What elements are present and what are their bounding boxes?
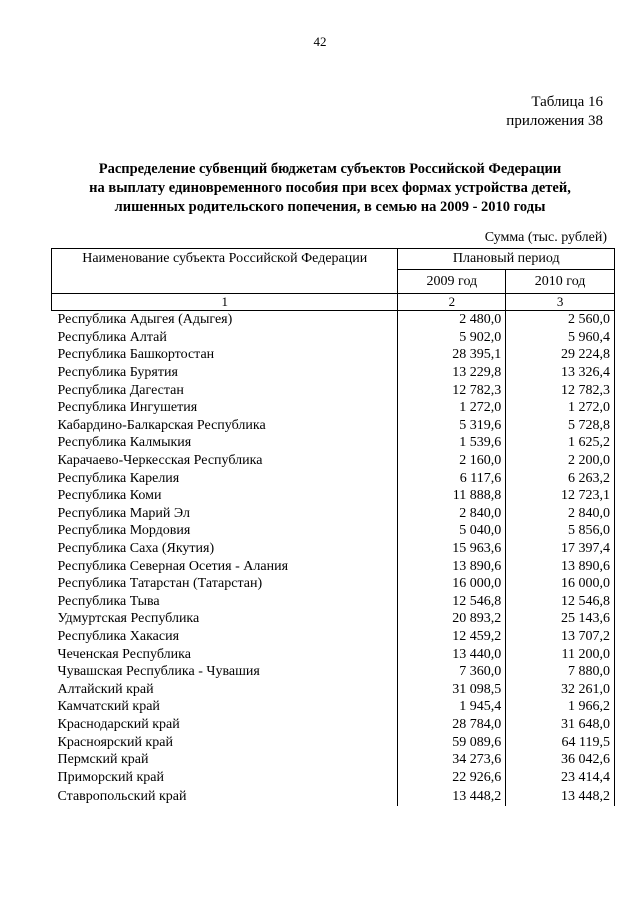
subject-name-cell: Республика Тыва: [57, 593, 160, 609]
table-row: [52, 434, 615, 452]
subject-name-cell: Республика Саха (Якутия): [57, 541, 215, 557]
table-header: [52, 249, 615, 311]
table-row: [52, 593, 615, 611]
table-row: [52, 311, 615, 329]
value-2010-cell: 2 200,0: [506, 452, 615, 470]
value-2009-cell: 15 963,6: [398, 540, 506, 558]
value-2009-cell: 2 160,0: [398, 452, 506, 470]
table-row: [52, 505, 615, 523]
title-line-2: на выплату единовременного пособия при всех формах устройства детей,: [89, 180, 571, 196]
subject-name-cell: Краснодарский край: [57, 716, 180, 732]
subject-name-cell: Республика Адыгея (Адыгея): [57, 312, 233, 328]
value-2010-cell: 32 261,0: [506, 680, 615, 698]
title-line-3: лишенных родительского попечения, в семью на 2009 - 2010 годы: [114, 199, 546, 215]
subject-name-cell: Красноярский край: [57, 734, 173, 750]
table-row: [52, 452, 615, 470]
value-2009-cell: 2 480,0: [398, 311, 506, 329]
value-2010-cell: 11 200,0: [506, 645, 615, 663]
value-2010-cell: 5 728,8: [506, 417, 615, 435]
header-column-number-1: 1: [52, 294, 398, 311]
table-row: [52, 628, 615, 646]
value-2009-cell: 11 888,8: [398, 487, 506, 505]
value-2010-cell: 1 966,2: [506, 698, 615, 716]
table-row: [52, 417, 615, 435]
table-row: [52, 610, 615, 628]
subject-name-cell: Республика Алтай: [57, 329, 167, 345]
value-2009-cell: 1 945,4: [398, 698, 506, 716]
value-2009-cell: 5 319,6: [398, 417, 506, 435]
table-row: [52, 487, 615, 505]
value-2009-cell: 16 000,0: [398, 575, 506, 593]
value-2009-cell: 22 926,6: [398, 768, 506, 786]
header-subject-name: Наименование субъекта Российской Федерации: [52, 249, 398, 294]
value-2010-cell: 64 119,5: [506, 733, 615, 751]
table-row: [52, 329, 615, 347]
value-2009-cell: 12 782,3: [398, 381, 506, 399]
table-row: [52, 557, 615, 575]
value-2009-cell: 13 890,6: [398, 557, 506, 575]
table-row: [52, 663, 615, 681]
value-2010-cell: 36 042,6: [506, 751, 615, 769]
subject-name-cell: Республика Мордовия: [57, 523, 191, 539]
value-2010-cell: 13 326,4: [506, 364, 615, 382]
table-row: [52, 751, 615, 769]
value-2009-cell: 31 098,5: [398, 680, 506, 698]
table-row: [52, 540, 615, 558]
subject-name-cell: Чеченская Республика: [57, 646, 191, 662]
subject-name-cell: Республика Калмыкия: [57, 435, 192, 451]
value-2009-cell: 28 395,1: [398, 346, 506, 364]
value-2009-cell: 13 229,8: [398, 364, 506, 382]
table-reference: [506, 93, 603, 131]
table-row: [52, 364, 615, 382]
subject-name-cell: Приморский край: [57, 769, 164, 785]
header-year-2009: 2009 год: [398, 270, 506, 294]
table-row: [52, 399, 615, 417]
value-2009-cell: 13 448,2: [398, 786, 506, 806]
value-2010-cell: 12 723,1: [506, 487, 615, 505]
appendix-number: приложения 38: [506, 113, 603, 129]
value-2010-cell: 2 840,0: [506, 505, 615, 523]
value-2010-cell: 6 263,2: [506, 469, 615, 487]
value-2009-cell: 34 273,6: [398, 751, 506, 769]
document-title: [50, 160, 610, 217]
subject-name-cell: Чувашская Республика - Чувашия: [57, 664, 260, 680]
table-row: [52, 469, 615, 487]
value-2009-cell: 28 784,0: [398, 716, 506, 734]
table-row: [52, 786, 615, 806]
table-row: [52, 716, 615, 734]
page-number: 42: [313, 34, 327, 49]
table-row: [52, 768, 615, 786]
value-2010-cell: 7 880,0: [506, 663, 615, 681]
subject-name-cell: Удмуртская Республика: [57, 611, 200, 627]
table-number: Таблица 16: [531, 94, 603, 110]
units-label: Сумма (тыс. рублей): [484, 230, 607, 245]
value-2010-cell: 1 625,2: [506, 434, 615, 452]
value-2010-cell: 13 707,2: [506, 628, 615, 646]
value-2010-cell: 17 397,4: [506, 540, 615, 558]
value-2009-cell: 2 840,0: [398, 505, 506, 523]
table-row: [52, 698, 615, 716]
value-2009-cell: 13 440,0: [398, 645, 506, 663]
value-2009-cell: 1 272,0: [398, 399, 506, 417]
value-2009-cell: 12 546,8: [398, 593, 506, 611]
subject-name-cell: Республика Северная Осетия - Алания: [57, 558, 289, 574]
value-2009-cell: 1 539,6: [398, 434, 506, 452]
subject-name-cell: Алтайский край: [57, 681, 154, 697]
value-2010-cell: 25 143,6: [506, 610, 615, 628]
value-2010-cell: 5 856,0: [506, 522, 615, 540]
subject-name-cell: Республика Ингушетия: [57, 400, 198, 416]
table-row: [52, 645, 615, 663]
table-row: [52, 680, 615, 698]
subject-name-cell: Карачаево-Черкесская Республика: [57, 453, 263, 469]
value-2009-cell: 7 360,0: [398, 663, 506, 681]
value-2009-cell: 5 902,0: [398, 329, 506, 347]
table-row: [52, 522, 615, 540]
value-2010-cell: 12 782,3: [506, 381, 615, 399]
value-2009-cell: 20 893,2: [398, 610, 506, 628]
subject-name-cell: Республика Марий Эл: [57, 505, 190, 521]
subsidy-table: [51, 248, 615, 806]
subject-name-cell: Кабардино-Балкарская Республика: [57, 417, 266, 433]
subject-name-cell: Ставропольский край: [57, 788, 187, 804]
subject-name-cell: Республика Башкортостан: [57, 347, 215, 363]
header-planning-period: Плановый период: [398, 249, 615, 270]
value-2010-cell: 29 224,8: [506, 346, 615, 364]
value-2010-cell: 5 960,4: [506, 329, 615, 347]
subject-name-cell: Пермский край: [57, 752, 149, 768]
value-2010-cell: 13 448,2: [506, 786, 615, 806]
subject-name-cell: Республика Дагестан: [57, 382, 184, 398]
value-2009-cell: 6 117,6: [398, 469, 506, 487]
subject-name-cell: Камчатский край: [57, 699, 160, 715]
title-line-1: Распределение субвенций бюджетам субъектов Российской Федерации: [98, 161, 562, 177]
table-body: [52, 311, 615, 807]
table-row: [52, 346, 615, 364]
subject-name-cell: Республика Карелия: [57, 470, 180, 486]
value-2010-cell: 13 890,6: [506, 557, 615, 575]
value-2009-cell: 59 089,6: [398, 733, 506, 751]
value-2010-cell: 1 272,0: [506, 399, 615, 417]
table-row: [52, 381, 615, 399]
header-column-number-2: 2: [398, 294, 506, 311]
value-2010-cell: 16 000,0: [506, 575, 615, 593]
subject-name-cell: Республика Бурятия: [57, 365, 178, 381]
value-2010-cell: 12 546,8: [506, 593, 615, 611]
value-2010-cell: 23 414,4: [506, 768, 615, 786]
header-year-2010: 2010 год: [506, 270, 615, 294]
subject-name-cell: Республика Хакасия: [57, 628, 180, 644]
table-row: [52, 733, 615, 751]
value-2010-cell: 2 560,0: [506, 311, 615, 329]
value-2009-cell: 5 040,0: [398, 522, 506, 540]
header-column-number-3: 3: [506, 294, 615, 311]
value-2010-cell: 31 648,0: [506, 716, 615, 734]
subject-name-cell: Республика Коми: [57, 488, 162, 504]
subject-name-cell: Республика Татарстан (Татарстан): [57, 576, 263, 592]
table-row: [52, 575, 615, 593]
value-2009-cell: 12 459,2: [398, 628, 506, 646]
